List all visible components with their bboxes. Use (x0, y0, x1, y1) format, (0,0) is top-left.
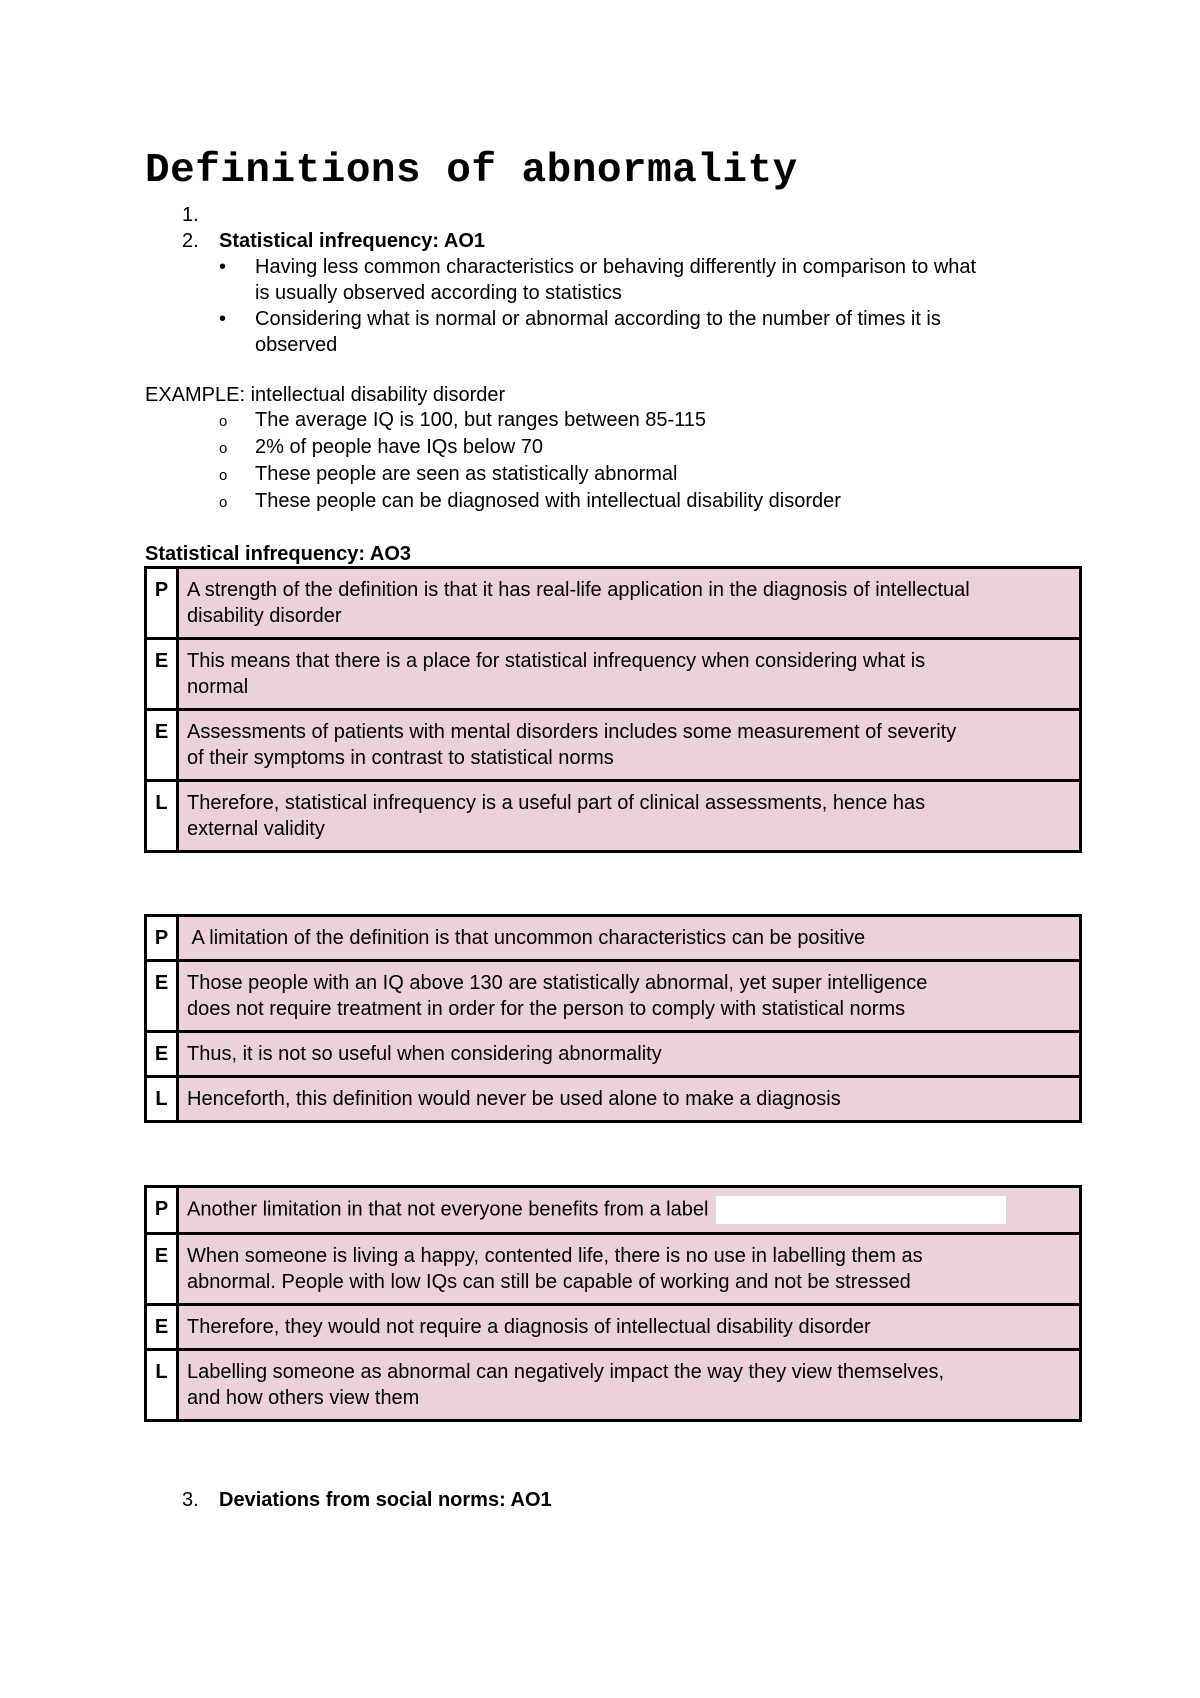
table-row (146, 1234, 1081, 1305)
table-row (146, 568, 1081, 639)
table-row (146, 1350, 1081, 1421)
section-heading-ao1: Statistical infrequency: AO1 (219, 230, 485, 252)
pee-table-strength (144, 566, 1082, 853)
row-line: and how others view them (187, 1387, 420, 1409)
bullet-icon: • (219, 308, 227, 330)
row-line: does not require treatment in order for the person to comply with statistical norms (187, 998, 906, 1020)
row-text (178, 961, 1081, 1032)
example-point: 2% of people have IQs below 70 (255, 436, 543, 458)
row-text (178, 1350, 1081, 1421)
example-point: These people can be diagnosed with intellectual disability disorder (255, 490, 841, 512)
table-row (146, 1032, 1081, 1077)
circle-bullet-icon: o (219, 440, 228, 457)
circle-bullet-icon: o (219, 467, 228, 484)
row-line: Assessments of patients with mental disorders includes some measurement of severity (187, 721, 957, 743)
list-number: 1. (182, 204, 199, 226)
row-text (178, 639, 1081, 710)
table-row (146, 1305, 1081, 1350)
list-number: 2. (182, 230, 199, 252)
row-text (178, 1077, 1081, 1122)
row-key: L (146, 781, 178, 852)
row-key: L (146, 1350, 178, 1421)
row-text (178, 568, 1081, 639)
row-line: abnormal. People with low IQs can still be capable of working and not be stressed (187, 1271, 911, 1293)
bullet-text: Considering what is normal or abnormal according to the number of times it is (255, 308, 941, 330)
row-line: Henceforth, this definition would never be used alone to make a diagnosis (187, 1088, 841, 1110)
row-key: E (146, 639, 178, 710)
row-key: E (146, 1032, 178, 1077)
row-line: When someone is living a happy, contented life, there is no use in labelling them as (187, 1245, 923, 1267)
example-point: These people are seen as statistically abnormal (255, 463, 678, 485)
row-key: P (146, 916, 178, 961)
row-key: E (146, 1305, 178, 1350)
row-text (178, 1032, 1081, 1077)
table-row (146, 1077, 1081, 1122)
row-line: Those people with an IQ above 130 are statistically abnormal, yet super intelligence (187, 972, 928, 994)
row-key: E (146, 961, 178, 1032)
table-row (146, 1187, 1081, 1234)
row-line: A limitation of the definition is that uncommon characteristics can be positive (187, 927, 866, 949)
bullet-text: Having less common characteristics or behaving differently in comparison to what (255, 256, 977, 278)
row-line: This means that there is a place for statistical infrequency when considering what is (187, 650, 926, 672)
section-heading-social-norms: Deviations from social norms: AO1 (219, 1489, 552, 1511)
row-line: normal (187, 676, 249, 698)
row-line: Labelling someone as abnormal can negatively impact the way they view themselves, (187, 1361, 945, 1383)
section-heading-ao3: Statistical infrequency: AO3 (145, 543, 411, 565)
row-key: E (146, 1234, 178, 1305)
example-label: EXAMPLE: intellectual disability disorder (145, 384, 506, 406)
row-line (187, 1196, 1069, 1224)
row-line: Therefore, statistical infrequency is a useful part of clinical assessments, hence has (187, 792, 926, 814)
row-line: disability disorder (187, 605, 342, 627)
bullet-text: observed (255, 334, 338, 356)
row-text (178, 916, 1081, 961)
row-line: external validity (187, 818, 325, 840)
table-row (146, 961, 1081, 1032)
example-point: The average IQ is 100, but ranges between 85-115 (255, 409, 707, 431)
page-title: Definitions of abnormality (145, 148, 798, 194)
table-row (146, 916, 1081, 961)
row-key: E (146, 710, 178, 781)
circle-bullet-icon: o (219, 494, 228, 511)
table-row (146, 781, 1081, 852)
row-text (178, 1187, 1081, 1234)
row-text (178, 1234, 1081, 1305)
pee-table-limitation-2 (144, 1185, 1082, 1422)
blank-highlight (716, 1196, 1006, 1224)
table-row (146, 639, 1081, 710)
row-key: P (146, 1187, 178, 1234)
bullet-text: is usually observed according to statistics (255, 282, 622, 304)
row-text (178, 781, 1081, 852)
row-text (178, 1305, 1081, 1350)
pee-table-limitation-1 (144, 914, 1082, 1123)
row-line: of their symptoms in contrast to statistical norms (187, 747, 614, 769)
row-line: Thus, it is not so useful when considering abnormality (187, 1043, 662, 1065)
table-row (146, 710, 1081, 781)
row-line: Therefore, they would not require a diagnosis of intellectual disability disorder (187, 1316, 871, 1338)
row-key: P (146, 568, 178, 639)
row-line: A strength of the definition is that it has real-life application in the diagnosis of intellectual (187, 579, 970, 601)
row-text (178, 710, 1081, 781)
bullet-icon: • (219, 256, 227, 278)
list-number: 3. (182, 1489, 199, 1511)
circle-bullet-icon: o (219, 413, 228, 430)
row-key: L (146, 1077, 178, 1122)
row-line-text: Another limitation in that not everyone benefits from a label (187, 1198, 709, 1221)
